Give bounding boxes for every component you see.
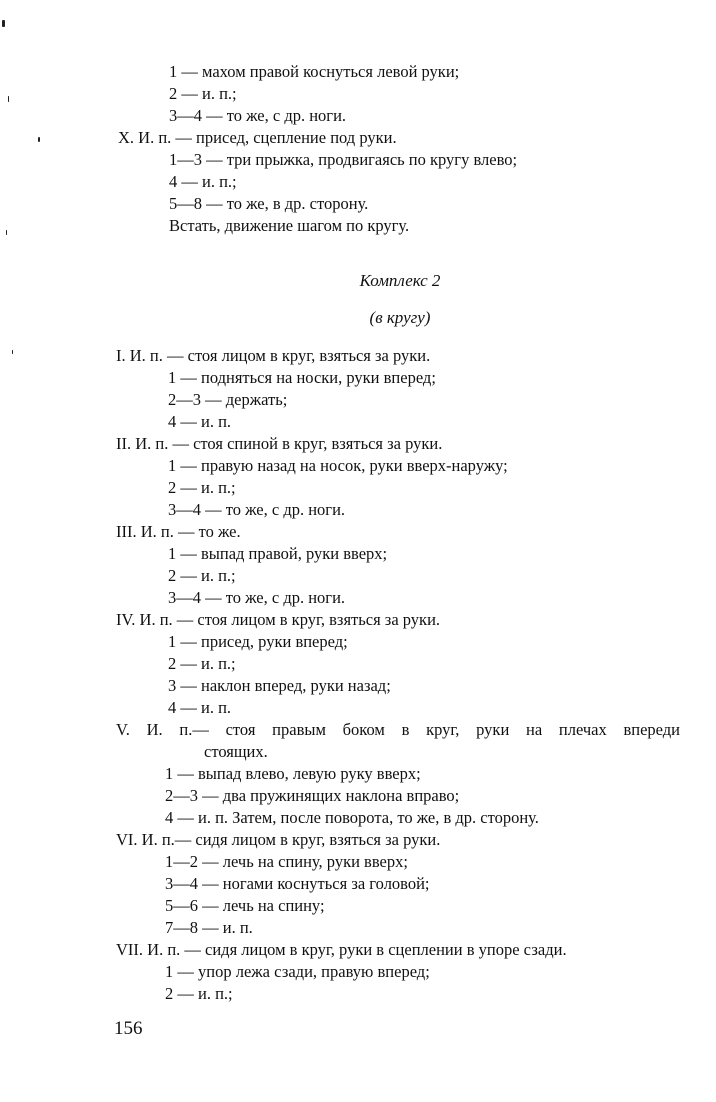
text-line: 1 — подняться на носки, руки вперед; [168,368,436,387]
exercise-heading: III. И. п. — то же. [116,522,241,541]
exercise-heading: VI. И. п.— сидя лицом в круг, взяться за руки. [116,830,441,849]
text-line: 4 — и. п. Затем, после поворота, то же, в др. сторону. [165,808,539,827]
text-line: 5—8 — то же, в др. сторону. [169,194,369,213]
page-number: 156 [114,1018,143,1039]
text-line: 3 — наклон вперед, руки назад; [168,676,391,695]
exercise-heading: II. И. п. — стоя спиной в круг, взяться за руки. [116,434,443,453]
scan-speck [2,20,5,27]
section-title: Комплекс 2 [359,271,441,290]
text-line: 1—2 — лечь на спину, руки вверх; [165,852,408,871]
text-line: 4 — и. п. [168,412,232,431]
text-line: 2—3 — держать; [168,390,288,409]
text-line: 1—3 — три прыжка, продвигаясь по кругу влево; [169,150,518,169]
exercise-heading: I. И. п. — стоя лицом в круг, взяться за руки. [116,346,431,365]
text-line: 2 — и. п.; [168,654,236,673]
text-line: 4 — и. п.; [169,172,237,191]
text-line: 2 — и. п.; [168,478,236,497]
text-line: 4 — и. п. [168,698,232,717]
scan-speck [12,350,13,354]
text-line: 3—4 — то же, с др. ноги. [169,106,347,125]
text-line: 2—3 — два пружинящих наклона вправо; [165,786,460,805]
scan-speck [6,230,7,235]
exercise-heading: IV. И. п. — стоя лицом в круг, взяться за руки. [116,610,441,629]
exercise-heading: X. И. п. — присед, сцепление под руки. [118,128,397,147]
section-subtitle: (в кругу) [369,308,431,327]
text-line: 3—4 — то же, с др. ноги. [168,500,346,519]
text-line: 2 — и. п.; [169,84,237,103]
exercise-heading: VII. И. п. — сидя лицом в круг, руки в сцеплении в упоре сзади. [116,940,567,959]
text-line: 1 — присед, руки вперед; [168,632,348,651]
text-line: 1 — выпад правой, руки вверх; [168,544,388,563]
text-line: 1 — махом правой коснуться левой руки; [169,62,460,81]
text-line: 1 — выпад влево, левую руку вверх; [165,764,421,783]
text-line: 3—4 — то же, с др. ноги. [168,588,346,607]
text-line: 7—8 — и. п. [165,918,253,937]
text-line: 1 — правую назад на носок, руки вверх-наружу; [168,456,508,475]
text-line: 5—6 — лечь на спину; [165,896,325,915]
text-line: 1 — упор лежа сзади, правую вперед; [165,962,430,981]
text-line: 2 — и. п.; [168,566,236,585]
text-line: Встать, движение шагом по кругу. [169,216,410,235]
scan-speck [8,96,9,102]
exercise-heading: V. И. п.— стоя правым боком в круг, руки на плечах впереди [116,720,680,739]
text-line: 3—4 — ногами коснуться за головой; [165,874,430,893]
scan-speck [38,137,40,142]
text-line: 2 — и. п.; [165,984,233,1003]
text-line: стоящих. [204,742,268,761]
